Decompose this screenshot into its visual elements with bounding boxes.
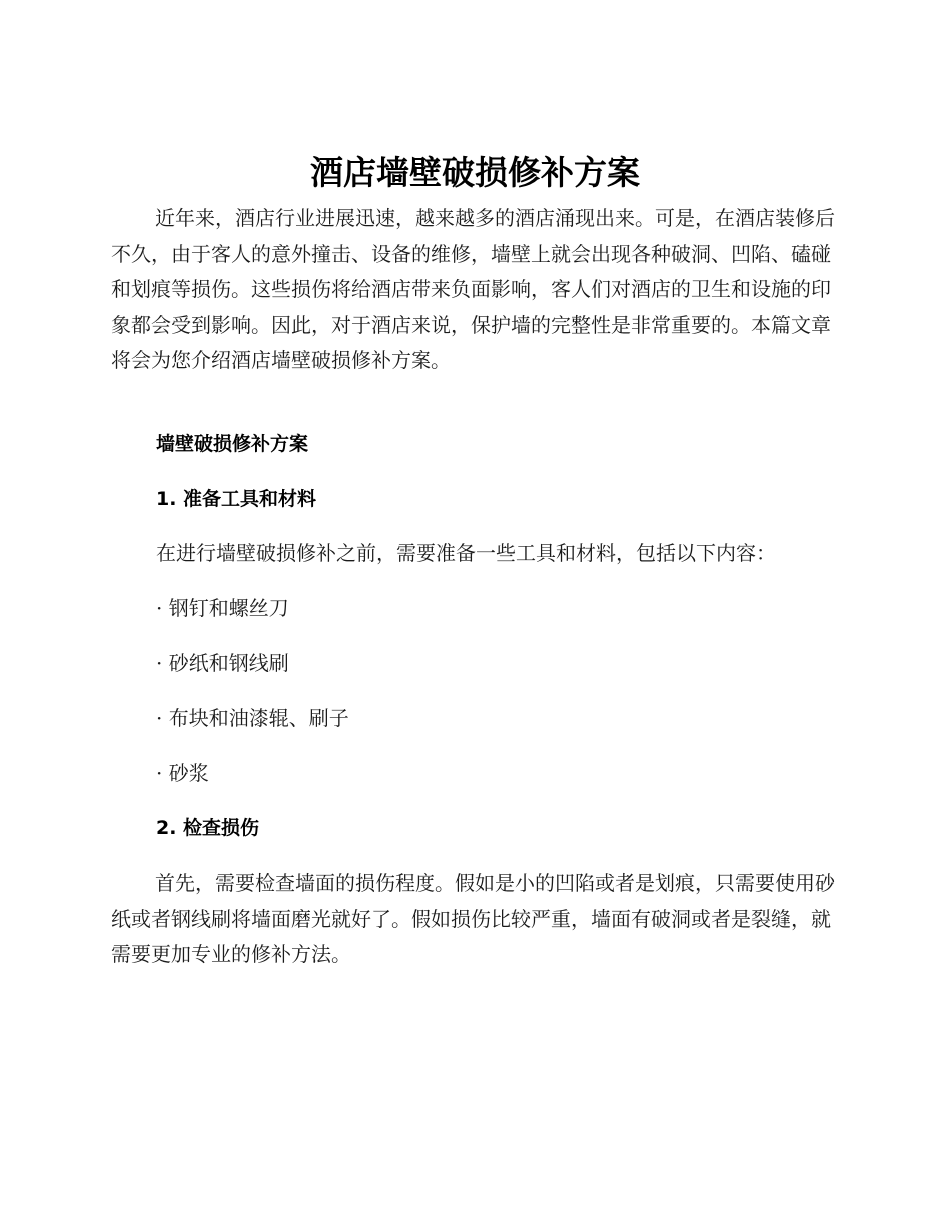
- document-title: 酒店墙壁破损修补方案: [310, 153, 640, 192]
- list-item-mortar: · 砂浆: [156, 761, 209, 785]
- step2-paragraph: 首先，需要检查墙面的损伤程度。假如是小的凹陷或者是划痕，只需要使用砂纸或者钢线刷将墙面磨光就好了。假如损伤比较严重，墙面有破洞或者是裂缝，就需要更加专业的修补方法。: [111, 871, 835, 966]
- list-item-steel-nails: · 钢钉和螺丝刀: [156, 596, 289, 620]
- step2-heading: 2. 检查损伤: [156, 817, 260, 839]
- list-item-sandpaper: · 砂纸和钢线刷: [156, 651, 289, 675]
- intro-paragraph: 近年来，酒店行业进展迅速，越来越多的酒店涌现出来。可是，在酒店装修后不久，由于客人的意外撞击、设备的维修，墙壁上就会出现各种破洞、凹陷、磕碰和划痕等损伤。这些损伤将给酒店带来负面影响，客人们对酒店的卫生和设施的印象都会受到影响。因此，对于酒店来说，保护墙的完整性是非常重要的。本篇文章将会为您介绍酒店墙壁破损修补方案。: [111, 206, 835, 372]
- step1-text: 在进行墙壁破损修补之前，需要准备一些工具和材料，包括以下内容：: [156, 541, 776, 565]
- section-heading: 墙壁破损修补方案: [156, 433, 309, 455]
- list-item-cloth-roller: · 布块和油漆辊、刷子: [156, 706, 349, 730]
- step1-heading: 1. 准备工具和材料: [156, 488, 317, 510]
